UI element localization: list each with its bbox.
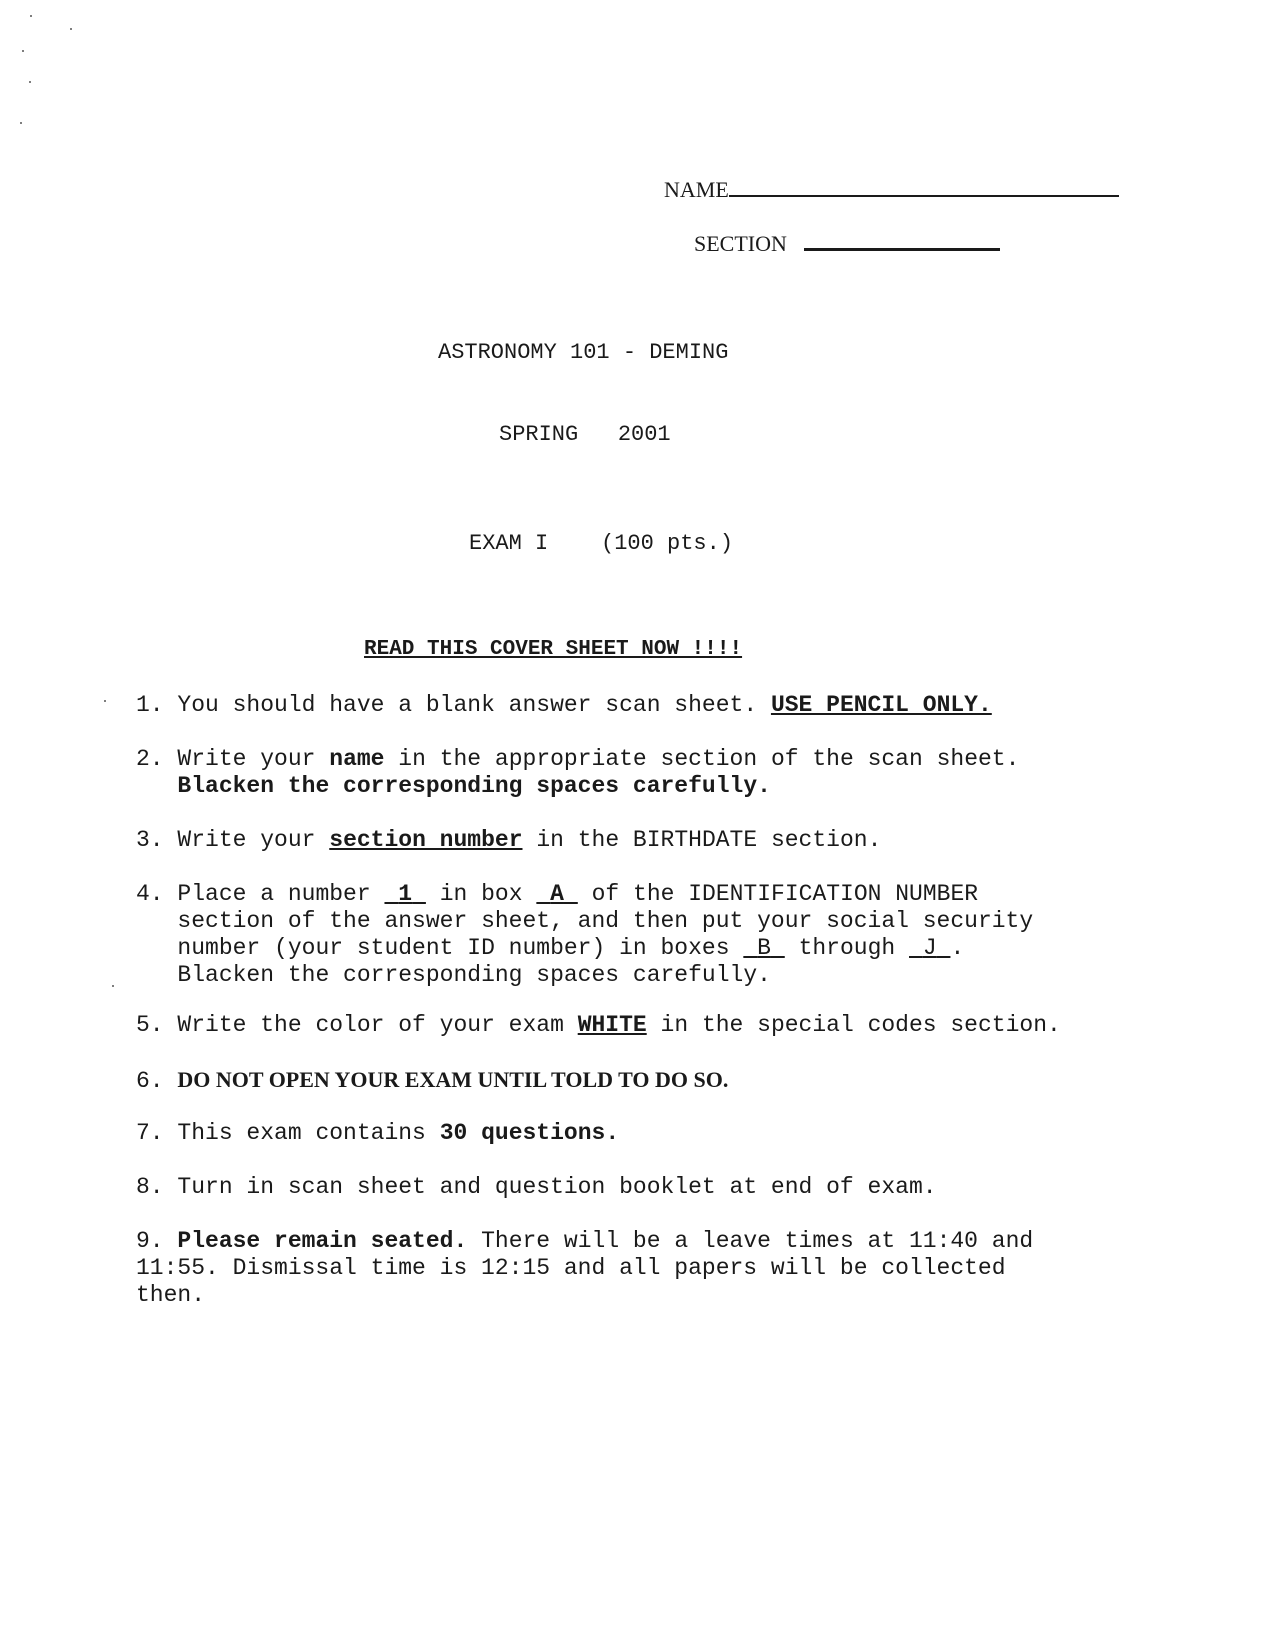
blank-box-j: J — [922, 935, 937, 961]
course-title: ASTRONOMY 101 - DEMING — [438, 340, 729, 365]
section-blank-line[interactable] — [804, 248, 1000, 251]
scan-speck — [104, 700, 106, 702]
item-text: in the special codes section. — [660, 1012, 1061, 1038]
question-count-emphasis: 30 questions. — [439, 1120, 620, 1146]
instruction-item-2 — [136, 746, 1146, 800]
item-number: 6. — [136, 1068, 164, 1094]
scan-speck — [20, 122, 22, 124]
item-text: in box — [439, 881, 523, 907]
item-text: Turn in scan sheet and question booklet at end of exam. — [177, 1174, 937, 1200]
section-field[interactable] — [694, 230, 1000, 257]
item-text: number (your student ID number) in boxes — [177, 935, 730, 961]
item-text: . — [950, 935, 965, 961]
instruction-item-4 — [136, 881, 1146, 989]
scan-speck — [70, 28, 72, 30]
instruction-item-6 — [136, 1066, 1146, 1095]
instruction-item-9 — [136, 1228, 1146, 1309]
name-label: NAME — [664, 177, 729, 202]
exam-color-emphasis: WHITE — [577, 1012, 647, 1038]
item-text: section of the answer sheet, and then put your social security — [177, 908, 1034, 934]
exam-title: EXAM I (100 pts.) — [469, 531, 734, 556]
item-number: 9. — [136, 1228, 164, 1254]
course-term: SPRING 2001 — [499, 422, 671, 447]
item-text-bold: DO NOT OPEN YOUR EXAM UNTIL TOLD TO DO SO. — [177, 1067, 729, 1092]
pencil-only-emphasis: USE PENCIL ONLY. — [770, 692, 992, 718]
item-number: 3. — [136, 827, 164, 853]
item-text: then. — [136, 1282, 206, 1308]
item-text: 11:55. Dismissal time is 12:15 and all papers will be collected — [136, 1255, 1006, 1281]
item-text: Place a number — [177, 881, 371, 907]
instruction-item-1 — [136, 692, 1146, 719]
section-number-emphasis: section number — [329, 827, 523, 853]
instruction-item-5 — [136, 1012, 1146, 1039]
name-blank-line[interactable] — [729, 195, 1119, 197]
item-text: There will be a leave times at 11:40 and — [481, 1228, 1034, 1254]
scan-speck — [30, 15, 32, 17]
item-number: 4. — [136, 881, 164, 907]
name-field[interactable] — [664, 176, 1119, 203]
item-text: Write the color of your exam — [177, 1012, 564, 1038]
blank-number-1: 1 — [398, 881, 413, 907]
item-number: 8. — [136, 1174, 164, 1200]
item-text: You should have a blank answer scan sheet. — [177, 692, 758, 718]
instruction-item-3 — [136, 827, 1146, 854]
section-label: SECTION — [694, 231, 787, 256]
item-text: in the appropriate section of the scan sheet. — [398, 746, 1020, 772]
item-number: 7. — [136, 1120, 164, 1146]
item-text: Write your — [177, 746, 316, 772]
item-text: through — [798, 935, 896, 961]
instruction-item-7 — [136, 1120, 1146, 1147]
item-text: of the IDENTIFICATION NUMBER — [591, 881, 979, 907]
item-text: Write your — [177, 827, 316, 853]
item-number: 5. — [136, 1012, 164, 1038]
remain-seated-emphasis: Please remain seated. — [177, 1228, 468, 1254]
blank-box-a: A — [550, 881, 564, 907]
blank-box-b: B — [757, 935, 771, 961]
scan-speck — [112, 985, 114, 987]
scan-speck — [29, 81, 31, 83]
item-text: This exam contains — [177, 1120, 426, 1146]
instruction-item-8 — [136, 1174, 1146, 1201]
item-text: Blacken the corresponding spaces carefully. — [177, 962, 771, 988]
item-number: 1. — [136, 692, 164, 718]
item-text: in the BIRTHDATE section. — [536, 827, 882, 853]
name-emphasis: name — [329, 746, 385, 772]
item-text-bold: Blacken the corresponding spaces carefully. — [177, 773, 771, 799]
cover-sheet-heading: READ THIS COVER SHEET NOW !!!! — [364, 638, 743, 661]
item-number: 2. — [136, 746, 164, 772]
scan-speck — [22, 50, 24, 52]
